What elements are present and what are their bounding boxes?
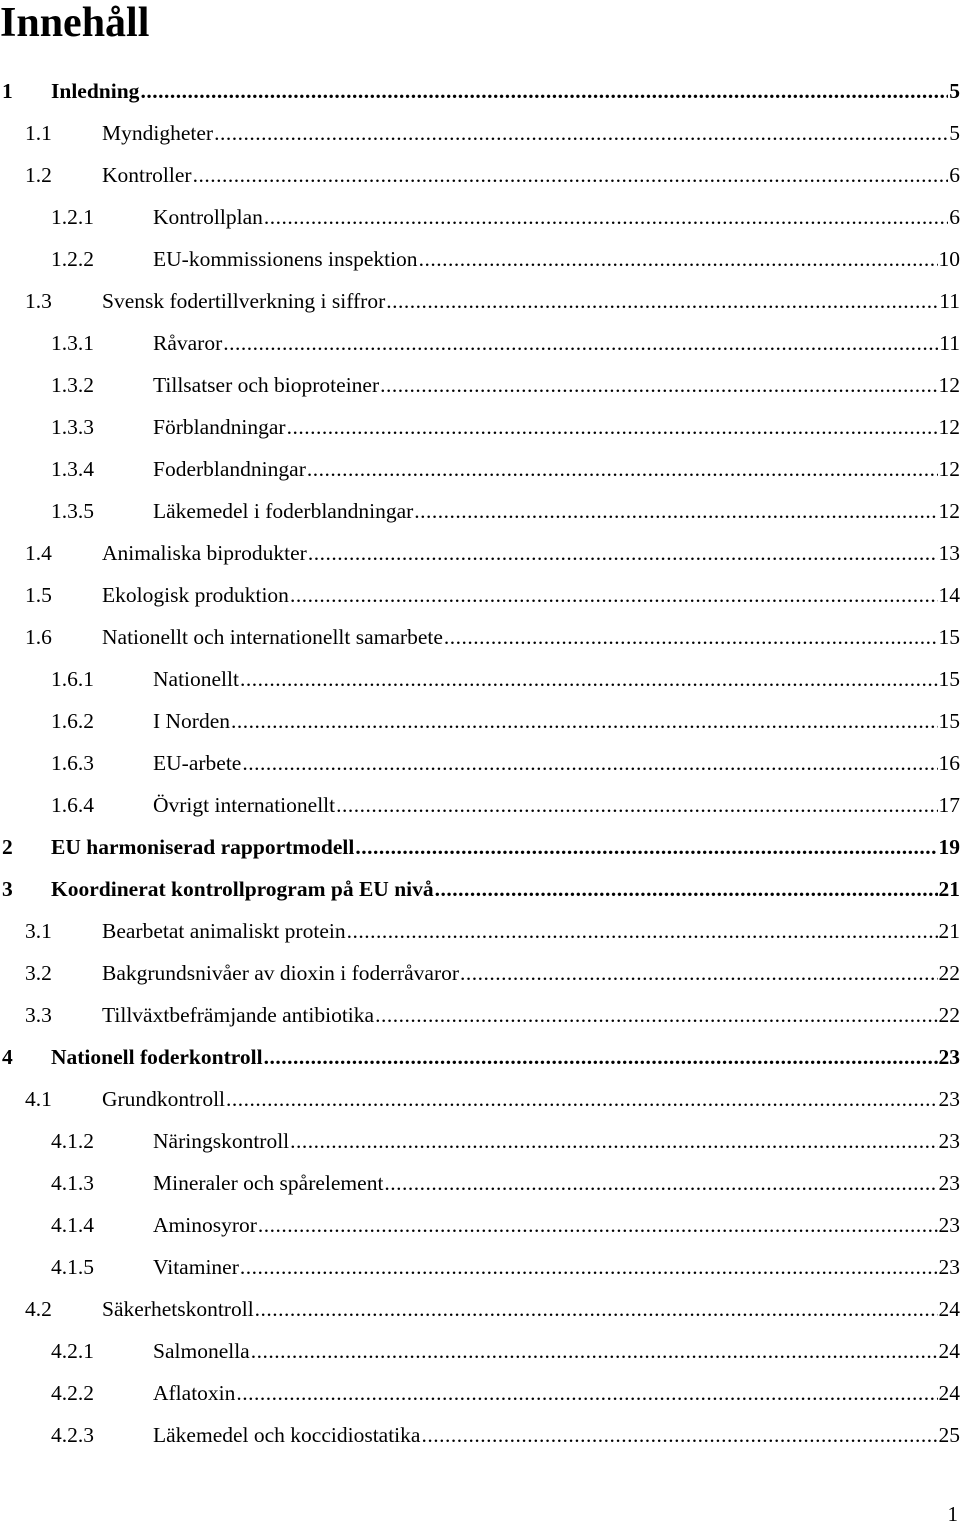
toc-entry[interactable] bbox=[0, 1288, 960, 1330]
toc-entry[interactable] bbox=[0, 154, 960, 196]
toc-dot-leader bbox=[444, 616, 938, 658]
toc-entry-number: 1.2.1 bbox=[51, 205, 94, 229]
toc-dot-leader bbox=[355, 826, 937, 868]
toc-entry-label: Koordinerat kontrollprogram på EU nivå bbox=[51, 877, 434, 901]
toc-entry-label: Vitaminer bbox=[153, 1255, 239, 1279]
toc-dot-leader bbox=[419, 238, 938, 280]
toc-entry-label: Förblandningar bbox=[153, 415, 286, 439]
toc-entry-number: 3.2 bbox=[25, 961, 52, 985]
toc-entry-body bbox=[153, 1246, 960, 1288]
toc-entry-body bbox=[153, 322, 960, 364]
toc-entry[interactable] bbox=[0, 1372, 960, 1414]
toc-entry[interactable] bbox=[0, 196, 960, 238]
toc-entry-label: Svensk fodertillverkning i siffror bbox=[102, 289, 386, 313]
toc-entry-number: 1.6.4 bbox=[51, 793, 94, 817]
toc-entry[interactable] bbox=[0, 238, 960, 280]
toc-dot-leader bbox=[414, 490, 937, 532]
toc-entry-body bbox=[153, 1372, 960, 1414]
toc-entry[interactable] bbox=[0, 616, 960, 658]
toc-entry-label: Mineraler och spårelement bbox=[153, 1171, 384, 1195]
toc-entry-number: 3.1 bbox=[25, 919, 52, 943]
toc-entry[interactable] bbox=[0, 1246, 960, 1288]
toc-entry-number: 2 bbox=[2, 835, 13, 859]
toc-entry[interactable] bbox=[0, 406, 960, 448]
toc-dot-leader bbox=[240, 658, 938, 700]
toc-entry[interactable] bbox=[0, 448, 960, 490]
toc-entry[interactable] bbox=[0, 574, 960, 616]
toc-entry-label: Säkerhetskontroll bbox=[102, 1297, 254, 1321]
toc-entry-label: Aminosyror bbox=[153, 1213, 257, 1237]
toc-entry-page: 12 bbox=[938, 499, 960, 523]
toc-entry-page: 22 bbox=[938, 961, 960, 985]
toc-entry-page: 6 bbox=[949, 163, 960, 187]
toc-entry-number: 4.1.5 bbox=[51, 1255, 94, 1279]
toc-entry-label: Inledning bbox=[51, 79, 140, 103]
toc-entry[interactable] bbox=[0, 70, 960, 112]
toc-entry-number: 4.2.3 bbox=[51, 1423, 94, 1447]
toc-entry-label: Tillväxtbefrämjande antibiotika bbox=[102, 1003, 375, 1027]
toc-entry-number: 3 bbox=[2, 877, 13, 901]
toc-dot-leader bbox=[460, 952, 937, 994]
toc-entry[interactable] bbox=[0, 280, 960, 322]
toc-entry-body bbox=[153, 784, 960, 826]
toc-entry-body bbox=[102, 616, 960, 658]
toc-entry-label: Aflatoxin bbox=[153, 1381, 236, 1405]
toc-entry-label: Läkemedel i foderblandningar bbox=[153, 499, 414, 523]
toc-entry-body bbox=[153, 196, 960, 238]
toc-entry-number: 1.2 bbox=[25, 163, 52, 187]
toc-dot-leader bbox=[223, 322, 938, 364]
toc-entry[interactable] bbox=[0, 322, 960, 364]
toc-entry-body bbox=[102, 112, 960, 154]
toc-entry[interactable] bbox=[0, 1204, 960, 1246]
toc-entry-page: 15 bbox=[938, 667, 960, 691]
toc-dot-leader bbox=[264, 196, 948, 238]
toc-entry-body bbox=[153, 1414, 960, 1456]
toc-entry-body bbox=[153, 1330, 960, 1372]
toc-dot-leader bbox=[214, 112, 948, 154]
toc-entry-number: 1.4 bbox=[25, 541, 52, 565]
toc-entry-page: 25 bbox=[938, 1423, 960, 1447]
toc-entry-number: 4.1.3 bbox=[51, 1171, 94, 1195]
toc-entry[interactable] bbox=[0, 490, 960, 532]
toc-dot-leader bbox=[308, 532, 938, 574]
toc-entry-number: 1.6.1 bbox=[51, 667, 94, 691]
toc-dot-leader bbox=[386, 280, 938, 322]
toc-entry-page: 11 bbox=[939, 331, 960, 355]
toc-entry-number: 1.3.2 bbox=[51, 373, 94, 397]
toc-entry-page: 5 bbox=[949, 79, 960, 103]
toc-entry[interactable] bbox=[0, 784, 960, 826]
toc-entry-body bbox=[51, 826, 960, 868]
toc-entry[interactable] bbox=[0, 1414, 960, 1456]
toc-entry-body bbox=[153, 238, 960, 280]
toc-entry-label: Animaliska biprodukter bbox=[102, 541, 307, 565]
toc-entry[interactable] bbox=[0, 700, 960, 742]
toc-entry-page: 24 bbox=[938, 1297, 960, 1321]
toc-entry-number: 1.2.2 bbox=[51, 247, 94, 271]
toc-entry-label: Näringskontroll bbox=[153, 1129, 290, 1153]
toc-entry-number: 4.1 bbox=[25, 1087, 52, 1111]
toc-entry-label: Myndigheter bbox=[102, 121, 214, 145]
toc-entry-number: 1.5 bbox=[25, 583, 52, 607]
toc-dot-leader bbox=[336, 784, 937, 826]
toc-entry-body bbox=[102, 280, 960, 322]
toc-entry-label: Läkemedel och koccidiostatika bbox=[153, 1423, 421, 1447]
toc-entry-page: 16 bbox=[938, 751, 960, 775]
toc-entry-number: 1.6 bbox=[25, 625, 52, 649]
toc-entry-label: EU harmoniserad rapportmodell bbox=[51, 835, 355, 859]
toc-entry-body bbox=[102, 994, 960, 1036]
toc-dot-leader bbox=[290, 1120, 937, 1162]
toc-entry-number: 4.2 bbox=[25, 1297, 52, 1321]
toc-entry[interactable] bbox=[0, 868, 960, 910]
toc-dot-leader bbox=[421, 1414, 937, 1456]
toc-entry-body bbox=[153, 742, 960, 784]
toc-entry-page: 12 bbox=[938, 415, 960, 439]
toc-entry-body bbox=[102, 1078, 960, 1120]
toc-entry-page: 6 bbox=[949, 205, 960, 229]
toc-entry[interactable] bbox=[0, 1120, 960, 1162]
toc-entry-body bbox=[153, 448, 960, 490]
toc-entry-label: I Norden bbox=[153, 709, 231, 733]
toc-entry-body bbox=[153, 364, 960, 406]
toc-entry-number: 4.2.1 bbox=[51, 1339, 94, 1363]
toc-entry[interactable] bbox=[0, 364, 960, 406]
toc-entry-body bbox=[51, 868, 960, 910]
toc-entry-body bbox=[102, 532, 960, 574]
toc-entry-page: 21 bbox=[938, 877, 960, 901]
toc-entry-label: EU-kommissionens inspektion bbox=[153, 247, 418, 271]
toc-entry-body bbox=[153, 658, 960, 700]
toc-dot-leader bbox=[140, 70, 948, 112]
toc-entry-number: 1.6.2 bbox=[51, 709, 94, 733]
toc-entry-number: 1.1 bbox=[25, 121, 52, 145]
toc-dot-leader bbox=[226, 1078, 937, 1120]
toc-entry-body bbox=[102, 1288, 960, 1330]
toc-entry-label: Bakgrundsnivåer av dioxin i foderråvaror bbox=[102, 961, 460, 985]
toc-entry-label: Bearbetat animaliskt protein bbox=[102, 919, 346, 943]
toc-entry-page: 23 bbox=[938, 1087, 960, 1111]
toc-entry-body bbox=[153, 1120, 960, 1162]
toc-entry-number: 1.3.4 bbox=[51, 457, 94, 481]
toc-entry-body bbox=[153, 700, 960, 742]
toc-entry-label: Nationell foderkontroll bbox=[51, 1045, 263, 1069]
toc-entry-label: Ekologisk produktion bbox=[102, 583, 289, 607]
toc-entry[interactable] bbox=[0, 994, 960, 1036]
toc-entry-label: EU-arbete bbox=[153, 751, 242, 775]
toc-dot-leader bbox=[231, 700, 937, 742]
toc-entry-page: 10 bbox=[938, 247, 960, 271]
toc-dot-leader bbox=[287, 406, 938, 448]
toc-entry-number: 4.1.2 bbox=[51, 1129, 94, 1153]
toc-entry-page: 23 bbox=[938, 1171, 960, 1195]
toc-entry-label: Råvaror bbox=[153, 331, 223, 355]
toc-entry[interactable] bbox=[0, 826, 960, 868]
toc-dot-leader bbox=[347, 910, 938, 952]
toc-entry-page: 12 bbox=[938, 457, 960, 481]
toc-entry-body bbox=[102, 154, 960, 196]
toc-entry-label: Nationellt bbox=[153, 667, 239, 691]
toc-entry-number: 4 bbox=[2, 1045, 13, 1069]
toc-entry-page: 24 bbox=[938, 1339, 960, 1363]
toc-entry-number: 4.1.4 bbox=[51, 1213, 94, 1237]
toc-entry[interactable] bbox=[0, 1036, 960, 1078]
toc-entry-page: 11 bbox=[939, 289, 960, 313]
toc-entry[interactable] bbox=[0, 1330, 960, 1372]
toc-dot-leader bbox=[380, 364, 937, 406]
toc-entry-body bbox=[102, 910, 960, 952]
toc-entry[interactable] bbox=[0, 532, 960, 574]
toc-entry-label: Nationellt och internationellt samarbete bbox=[102, 625, 443, 649]
toc-entry-number: 1.3.1 bbox=[51, 331, 94, 355]
toc-entry-page: 14 bbox=[938, 583, 960, 607]
toc-entry-number: 1.3.5 bbox=[51, 499, 94, 523]
toc-entry[interactable] bbox=[0, 952, 960, 994]
toc-dot-leader bbox=[435, 868, 938, 910]
toc-dot-leader bbox=[255, 1288, 938, 1330]
toc-entry-number: 1 bbox=[2, 79, 13, 103]
toc-dot-leader bbox=[264, 1036, 938, 1078]
toc-entry[interactable] bbox=[0, 910, 960, 952]
toc-entry[interactable] bbox=[0, 112, 960, 154]
toc-entry-page: 22 bbox=[938, 1003, 960, 1027]
toc-entry-page: 17 bbox=[938, 793, 960, 817]
table-of-contents bbox=[0, 70, 960, 1456]
toc-entry-body bbox=[51, 70, 960, 112]
toc-entry-number: 1.6.3 bbox=[51, 751, 94, 775]
toc-entry-page: 23 bbox=[938, 1255, 960, 1279]
toc-entry[interactable] bbox=[0, 658, 960, 700]
toc-entry-page: 21 bbox=[938, 919, 960, 943]
toc-entry-page: 12 bbox=[938, 373, 960, 397]
toc-dot-leader bbox=[242, 742, 937, 784]
toc-entry-number: 3.3 bbox=[25, 1003, 52, 1027]
toc-entry-number: 1.3 bbox=[25, 289, 52, 313]
toc-entry-label: Salmonella bbox=[153, 1339, 250, 1363]
toc-dot-leader bbox=[307, 448, 938, 490]
page-title: Innehåll bbox=[0, 0, 150, 46]
toc-entry-label: Kontrollplan bbox=[153, 205, 263, 229]
toc-entry-page: 19 bbox=[938, 835, 960, 859]
toc-dot-leader bbox=[290, 574, 938, 616]
toc-entry-page: 5 bbox=[949, 121, 960, 145]
toc-entry-label: Övrigt internationellt bbox=[153, 793, 336, 817]
toc-dot-leader bbox=[240, 1246, 938, 1288]
toc-entry-page: 24 bbox=[938, 1381, 960, 1405]
toc-entry-body bbox=[153, 1162, 960, 1204]
toc-entry-body bbox=[102, 574, 960, 616]
toc-entry-page: 23 bbox=[938, 1129, 960, 1153]
page-number: 1 bbox=[947, 1502, 958, 1526]
toc-entry-body bbox=[153, 1204, 960, 1246]
toc-entry-page: 13 bbox=[938, 541, 960, 565]
toc-dot-leader bbox=[384, 1162, 937, 1204]
toc-entry-page: 23 bbox=[938, 1213, 960, 1237]
toc-entry[interactable] bbox=[0, 742, 960, 784]
toc-entry-body bbox=[51, 1036, 960, 1078]
toc-entry-number: 4.2.2 bbox=[51, 1381, 94, 1405]
toc-entry-label: Kontroller bbox=[102, 163, 192, 187]
toc-entry-number: 1.3.3 bbox=[51, 415, 94, 439]
toc-dot-leader bbox=[258, 1204, 938, 1246]
toc-entry-page: 23 bbox=[938, 1045, 960, 1069]
toc-dot-leader bbox=[193, 154, 949, 196]
toc-entry-body bbox=[153, 406, 960, 448]
toc-entry-page: 15 bbox=[938, 709, 960, 733]
toc-entry-body bbox=[153, 490, 960, 532]
toc-dot-leader bbox=[375, 994, 937, 1036]
toc-dot-leader bbox=[251, 1330, 938, 1372]
toc-dot-leader bbox=[236, 1372, 937, 1414]
toc-entry[interactable] bbox=[0, 1162, 960, 1204]
toc-entry-label: Foderblandningar bbox=[153, 457, 306, 481]
toc-entry-label: Grundkontroll bbox=[102, 1087, 226, 1111]
toc-entry[interactable] bbox=[0, 1078, 960, 1120]
toc-entry-body bbox=[102, 952, 960, 994]
toc-entry-page: 15 bbox=[938, 625, 960, 649]
toc-entry-label: Tillsatser och bioproteiner bbox=[153, 373, 380, 397]
